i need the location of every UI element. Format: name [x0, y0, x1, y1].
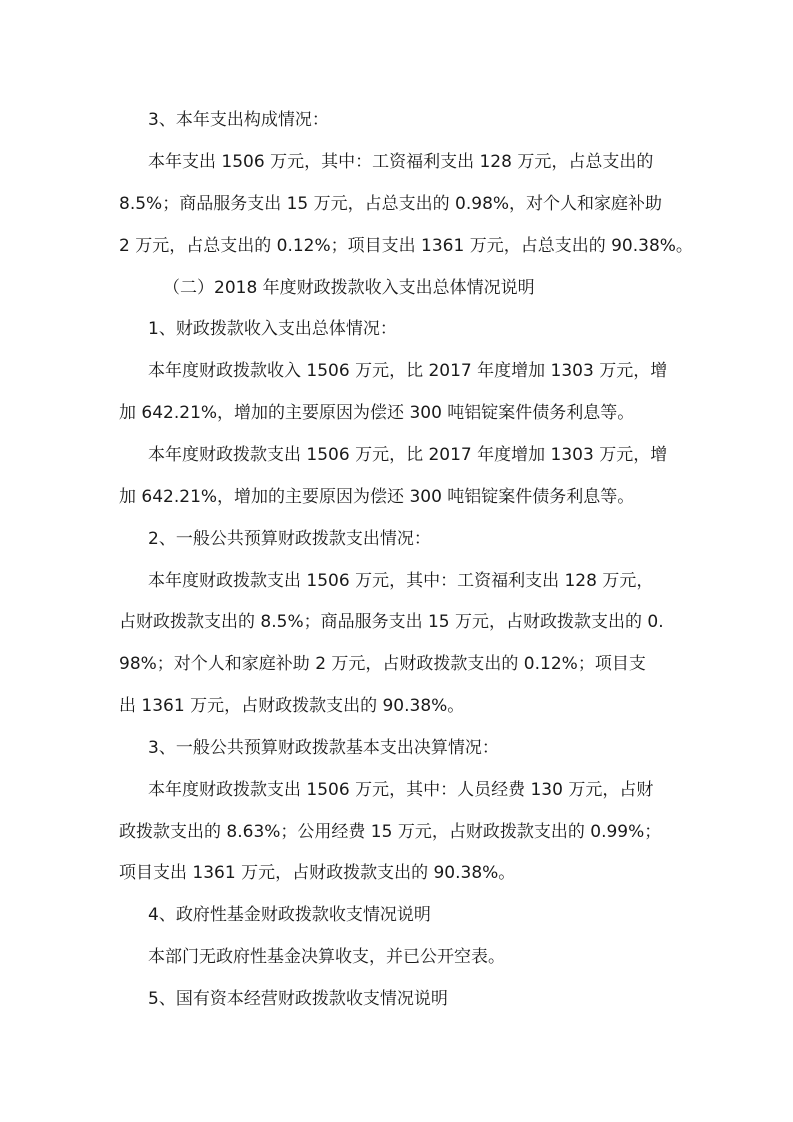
- text-line-17: 本年度财政拨款支出 1506 万元，其中：人员经费 130 万元，占财: [148, 780, 654, 800]
- text-line-22: 5、国有资本经营财政拨款收支情况说明: [148, 989, 448, 1009]
- text-line-3: 8.5%；商品服务支出 15 万元，占总支出的 0.98%，对个人和家庭补助: [119, 194, 663, 214]
- text-line-20: 4、政府性基金财政拨款收支情况说明: [148, 905, 431, 925]
- text-line-9: 本年度财政拨款支出 1506 万元，比 2017 年度增加 1303 万元，增: [148, 445, 668, 465]
- text-line-18: 政拨款支出的 8.63%；公用经费 15 万元，占财政拨款支出的 0.99%；: [119, 822, 662, 842]
- text-line-12: 本年度财政拨款支出 1506 万元，其中：工资福利支出 128 万元，: [148, 571, 654, 591]
- text-line-4: 2 万元，占总支出的 0.12%；项目支出 1361 万元，占总支出的 90.38%。: [119, 236, 693, 256]
- text-line-8: 加 642.21%，增加的主要原因为偿还 300 吨铝锭案件债务利息等。: [119, 403, 635, 423]
- text-line-21: 本部门无政府性基金决算收支，并已公开空表。: [148, 947, 505, 967]
- text-line-15: 出 1361 万元，占财政拨款支出的 90.38%。: [119, 696, 465, 716]
- text-line-6: 1、财政拨款收入支出总体情况：: [148, 319, 397, 339]
- text-line-19: 项目支出 1361 万元，占财政拨款支出的 90.38%。: [119, 863, 516, 883]
- text-line-2: 本年支出 1506 万元，其中：工资福利支出 128 万元，占总支出的: [148, 152, 654, 172]
- text-line-11: 2、一般公共预算财政拨款支出情况：: [148, 529, 431, 549]
- section-heading: （二）2018 年度财政拨款收入支出总体情况说明: [163, 278, 535, 298]
- text-line-10: 加 642.21%，增加的主要原因为偿还 300 吨铝锭案件债务利息等。: [119, 487, 635, 507]
- text-line-16: 3、一般公共预算财政拨款基本支出决算情况：: [148, 738, 499, 758]
- text-line-1: 3、本年支出构成情况：: [148, 110, 329, 130]
- text-line-14: 98%；对个人和家庭补助 2 万元，占财政拨款支出的 0.12%；项目支: [119, 654, 646, 674]
- text-line-7: 本年度财政拨款收入 1506 万元，比 2017 年度增加 1303 万元，增: [148, 361, 668, 381]
- text-line-13: 占财政拨款支出的 8.5%；商品服务支出 15 万元，占财政拨款支出的 0.: [119, 612, 664, 632]
